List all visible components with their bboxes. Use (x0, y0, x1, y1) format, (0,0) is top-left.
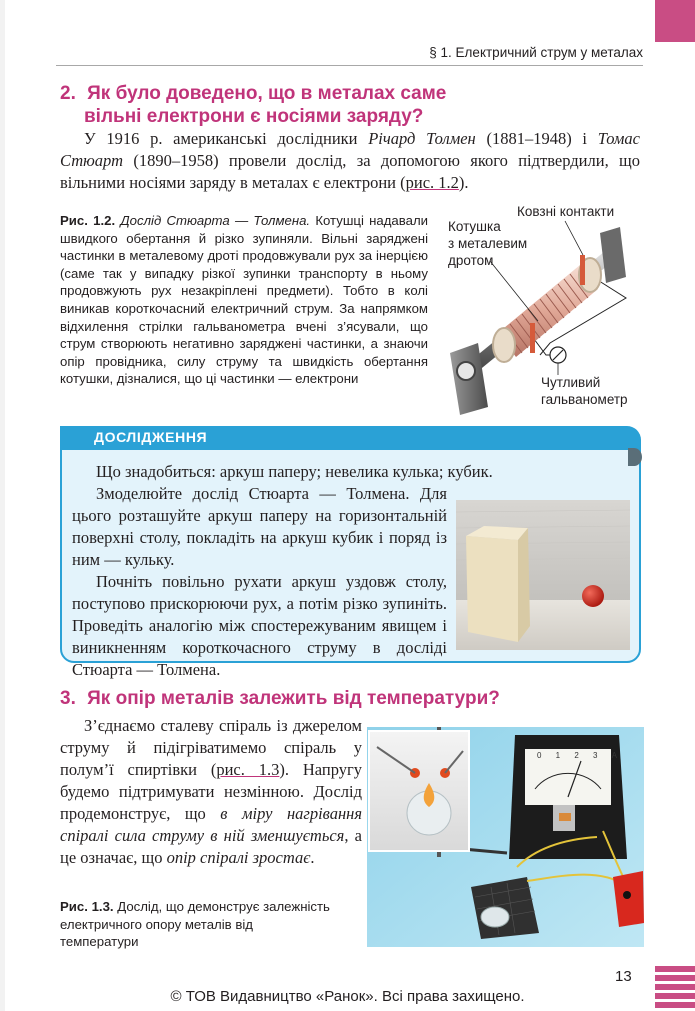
heated-spiral-experiment-photo (367, 727, 644, 947)
section-2-paragraph: У 1916 р. американські дослідники Річард Толмен (1881–1948) і Томас Стюарт (1890–1958) провели дослід, за допомогою якого підтвердили, що вільними носіями заряду в металах є електрони (рис. 1.2). (60, 129, 640, 192)
research-materials: Що знадобиться: аркуш паперу; невелика кулька; кубик. (96, 462, 493, 481)
current-decreases-emphasis: в міру нагрівання спіралі сила струму в ній зменшується (60, 804, 362, 845)
section-3-number: 3. (60, 688, 76, 709)
section-2-title-line2: вільні електрони є носіями заряду? (84, 106, 424, 127)
running-header (56, 38, 643, 66)
meter-scale-0: 0 (537, 751, 542, 760)
meter-scale-2: 2 (574, 751, 579, 760)
research-step-1: Змоделюйте дослід Стюарта — Толмена. Для цього розташуйте аркуш паперу на горизонтальній поверхні столу, покладіть на аркуш кубик і поряд із ним — кульку. (72, 484, 447, 569)
resistance-increases-emphasis: опір спіралі зростає (166, 848, 311, 867)
meter-scale-3: 3 (592, 751, 598, 760)
label-coil-line1: Котушка (448, 219, 501, 234)
research-step-2: Почніть повільно рухати аркуш уздовж столу, поступово прискорюючи рух, а потім різко зупиніть. Проведіть аналогію між спостережуваним явищем і виникненням короткочасного струму в досліді Стюарта — Толмена. (72, 572, 447, 679)
cube-and-ball-photo (456, 500, 630, 650)
research-label: ДОСЛІДЖЕННЯ (94, 429, 208, 445)
section-3-title (60, 687, 500, 710)
section-3-title-text: Як опір металів залежить від температури? (87, 688, 500, 709)
label-coil-line2: з металевим (448, 236, 528, 251)
author-stewart: Томас Стюарт (60, 129, 640, 170)
label-coil-line3: дротом (448, 253, 494, 268)
section-3-paragraph: З’єднаємо сталеву спіраль із джерелом струму й підігріватимемо спіраль у полум’ї спиртівки (рис. 1.3). Напругу будемо підтримувати незмінною. Дослід продемонструє, що в міру нагрівання спіралі сила струму в ній зменшується, а це означає, що опір спіралі зростає. (60, 716, 362, 867)
meter-scale-unit: A (611, 751, 617, 760)
figure-reference-1-3[interactable]: рис. 1.3 (216, 760, 280, 779)
label-galvanometer-line2: гальванометр (541, 392, 628, 407)
chapter-title: § 1. Електричний струм у металах (429, 45, 643, 60)
author-tolman: Річард Толмен (368, 129, 476, 148)
page-edge (0, 0, 5, 1011)
page-number: 13 (615, 968, 632, 985)
section-2-title (60, 82, 446, 128)
chapter-edge-tab (655, 0, 695, 42)
copyright-notice: © ТОВ Видавництво «Ранок». Всі права захищено. (170, 988, 525, 1005)
meter-scale-1: 1 (555, 751, 561, 760)
figure-reference-1-2[interactable]: рис. 1.2 (405, 173, 459, 192)
label-sliding-contacts: Ковзні контакти (517, 204, 615, 219)
meter-scale (537, 751, 617, 760)
label-galvanometer-line1: Чутливий (541, 375, 601, 390)
figure-1-2-title: Дослід Стюарта — Толмена. (120, 213, 311, 228)
figure-1-3-label: Рис. 1.3. (60, 899, 114, 914)
figure-1-3-caption: Рис. 1.3. Дослід, що демонструє залежність електричного опору металів від температури (60, 899, 330, 950)
figure-1-2-label: Рис. 1.2. (60, 213, 116, 228)
figure-1-2-caption: Рис. 1.2. Дослід Стюарта — Толмена. Котушці надавали швидкого обертання й різко зупиняли. Вільні заряджені частинки в металевому дроті продовжували рух за інерцією (саме так у випадку різкої зупинки транспорту в ньому продовжують рух незакріплені предмети). Тобто в колі виникав короткочасний електричний струм. За напрямком відхилення стрілки гальванометра вчені з’ясували, що струм створюють негативно заряджені частинки, а знаючи опір провідника, силу струму та швидкість обертання котушки, дізналися, що ці частинки — електрони (60, 213, 429, 387)
section-2-number: 2. (60, 83, 76, 104)
section-2-title-line1: Як було доведено, що в металах саме (87, 83, 447, 104)
